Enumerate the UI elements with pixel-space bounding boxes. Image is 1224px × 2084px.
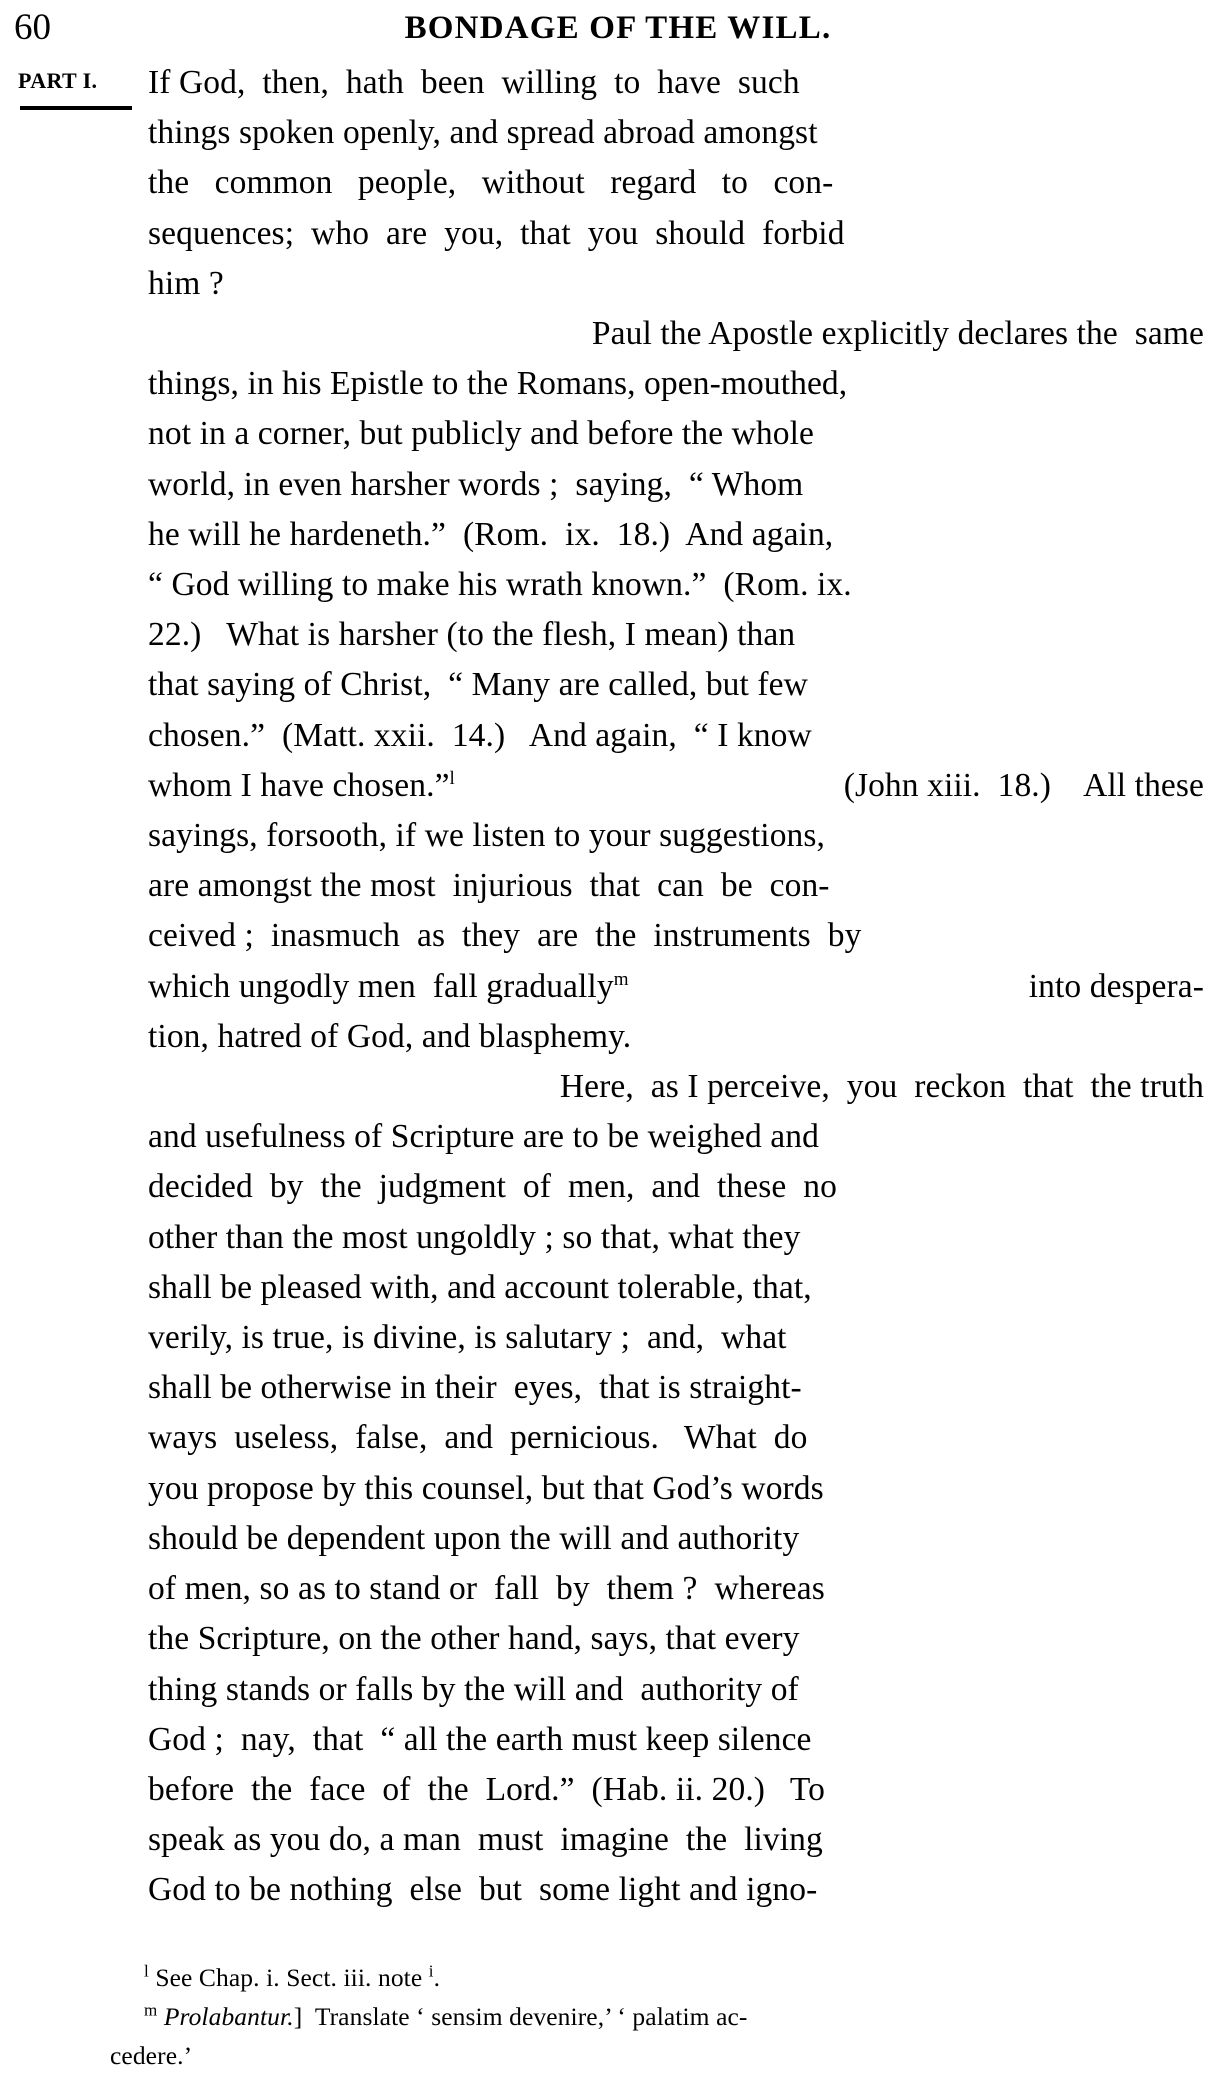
line-text: God ; nay, that “ all the earth must keep silence — [148, 1720, 812, 1758]
text-line — [148, 1865, 1204, 1915]
text-line — [148, 1313, 1204, 1363]
text-line — [148, 1162, 1204, 1212]
footnote-text: Translate ‘ sensim devenire,’ ‘ palatim ac- — [314, 2002, 748, 2031]
text-line — [148, 1715, 1204, 1765]
text-line — [148, 1062, 1204, 1112]
footnote-line — [110, 2036, 1110, 2075]
text-line — [148, 460, 1204, 510]
text-line — [148, 1564, 1204, 1614]
line-text: should be dependent upon the will and authority — [148, 1519, 800, 1557]
line-text: decided by the judgment of men, and these no — [148, 1168, 837, 1206]
text-line — [148, 259, 1204, 309]
running-title: BONDAGE OF THE WILL. — [404, 10, 832, 46]
line-text: other than the most ungoldly ; so that, what they — [148, 1218, 801, 1256]
text-line — [148, 359, 1204, 409]
footnote-l — [110, 1958, 1110, 1997]
text-line — [148, 1815, 1204, 1865]
text-line — [148, 58, 1204, 108]
line-text: shall be otherwise in their eyes, that is straight- — [148, 1369, 802, 1407]
line-text: God to be nothing else but some light and igno- — [148, 1871, 818, 1909]
line-text — [148, 761, 455, 811]
line-text: not in a corner, but publicly and before the whole — [148, 415, 815, 453]
line-text: ceived ; inasmuch as they are the instruments by — [148, 917, 862, 955]
footnote-bracket: ] — [293, 2002, 303, 2031]
text-line — [148, 1665, 1204, 1715]
line-text: of men, so as to stand or fall by them ? whereas — [148, 1570, 825, 1608]
text-line — [148, 1363, 1204, 1413]
line-text: shall be pleased with, and account tolerable, that, — [148, 1268, 812, 1306]
footnote-line — [110, 1958, 1110, 1997]
line-text: are amongst the most injurious that can be con- — [148, 867, 830, 905]
line-text: 22.) What is harsher (to the flesh, I mean) than — [148, 616, 796, 654]
page-folio-number: 60 — [14, 7, 51, 48]
text-line — [148, 108, 1204, 158]
line-text: chosen.” (Matt. xxii. 14.) And again, “ I know — [148, 716, 812, 754]
text-line — [148, 1514, 1204, 1564]
footnote-reference-l[interactable]: l — [449, 767, 455, 789]
line-text: before the face of the Lord.” (Hab. ii. 20.) To — [148, 1770, 825, 1808]
line-text: him ? — [148, 264, 224, 302]
line-text: sayings, forsooth, if we listen to your suggestions, — [148, 817, 826, 855]
text-line — [148, 1213, 1204, 1263]
line-text: ways useless, false, and pernicious. What do — [148, 1419, 808, 1457]
footnote-text: See Chap. i. Sect. iii. note — [155, 1963, 423, 1992]
text-line — [148, 560, 1204, 610]
line-text: world, in even harsher words ; saying, “ Whom — [148, 465, 804, 503]
line-text: verily, is true, is divine, is salutary ; and, what — [148, 1319, 787, 1357]
body-paragraph-3 — [148, 1062, 1204, 1915]
footnote-marker-m: m — [144, 2000, 158, 2020]
line-text: the Scripture, on the other hand, says, that every — [148, 1620, 800, 1658]
text-line — [148, 811, 1204, 861]
text-line — [148, 309, 1204, 359]
line-text: sequences; who are you, that you should forbid — [148, 214, 845, 252]
line-text-part: into despera- — [1020, 967, 1204, 1005]
footnote-inline-marker-i: i — [428, 1961, 434, 1981]
footnote-text-tail: . — [433, 1963, 441, 1992]
line-text: things spoken openly, and spread abroad amongst — [148, 114, 818, 152]
line-text: the common people, without regard to con- — [148, 164, 834, 202]
footnote-continuation: cedere.’ — [110, 2041, 193, 2070]
line-text: thing stands or falls by the will and authority of — [148, 1670, 799, 1708]
text-line — [148, 209, 1204, 259]
text-line — [148, 1012, 1204, 1062]
text-line — [148, 1614, 1204, 1664]
main-text-column — [148, 58, 1204, 1916]
footnote-m — [110, 1997, 1110, 2075]
line-text: that saying of Christ, “ Many are called, but few — [148, 666, 808, 704]
sidenote-rule — [20, 106, 132, 110]
line-text: “ God willing to make his wrath known.” (Rom. ix. — [148, 566, 852, 604]
text-line — [148, 660, 1204, 710]
footnote-line — [110, 1997, 1110, 2036]
line-text: Paul the Apostle explicitly declares the same — [591, 315, 1204, 353]
footnote-block — [110, 1958, 1110, 2075]
text-line — [148, 1112, 1204, 1162]
line-text: and usefulness of Scripture are to be weighed and — [148, 1118, 819, 1156]
footnote-marker-l: l — [144, 1961, 149, 1981]
text-line — [148, 962, 1204, 1012]
paragraph-indent — [148, 1062, 194, 1112]
line-text: you propose by this counsel, but that God’s words — [148, 1469, 824, 1507]
text-line — [148, 158, 1204, 208]
marginal-sidenote — [18, 68, 154, 110]
line-text — [148, 962, 629, 1012]
line-text: tion, hatred of God, and blasphemy. — [148, 1017, 632, 1055]
text-line — [148, 861, 1204, 911]
sidenote-part-label: PART I. — [18, 68, 98, 93]
text-line — [148, 1464, 1204, 1514]
text-line — [148, 1765, 1204, 1815]
line-text: Here, as I perceive, you reckon that the truth — [559, 1068, 1204, 1106]
running-head — [0, 6, 1224, 52]
line-text-part: which ungodly men fall gradually — [148, 967, 614, 1005]
body-paragraph-2 — [148, 309, 1204, 1062]
text-line — [148, 1263, 1204, 1313]
text-line — [148, 409, 1204, 459]
line-text-part: (John xiii. 18.) All these — [843, 766, 1204, 804]
text-line — [148, 711, 1204, 761]
text-line — [148, 510, 1204, 560]
footnote-reference-m[interactable]: m — [613, 968, 629, 990]
text-line — [148, 911, 1204, 961]
line-text: If God, then, hath been willing to have such — [148, 64, 800, 101]
line-text: things, in his Epistle to the Romans, open-mouthed, — [148, 365, 848, 403]
footnote-lemma: Prolabantur. — [163, 2002, 294, 2031]
line-text: speak as you do, a man must imagine the living — [148, 1821, 823, 1859]
text-line — [148, 1413, 1204, 1463]
line-text: he will he hardeneth.” (Rom. ix. 18.) And again, — [148, 515, 834, 553]
line-text-part: whom I have chosen.” — [148, 766, 450, 804]
text-line — [148, 610, 1204, 660]
paragraph-indent — [148, 309, 194, 359]
text-line — [148, 761, 1204, 811]
body-paragraph-1 — [148, 58, 1204, 309]
